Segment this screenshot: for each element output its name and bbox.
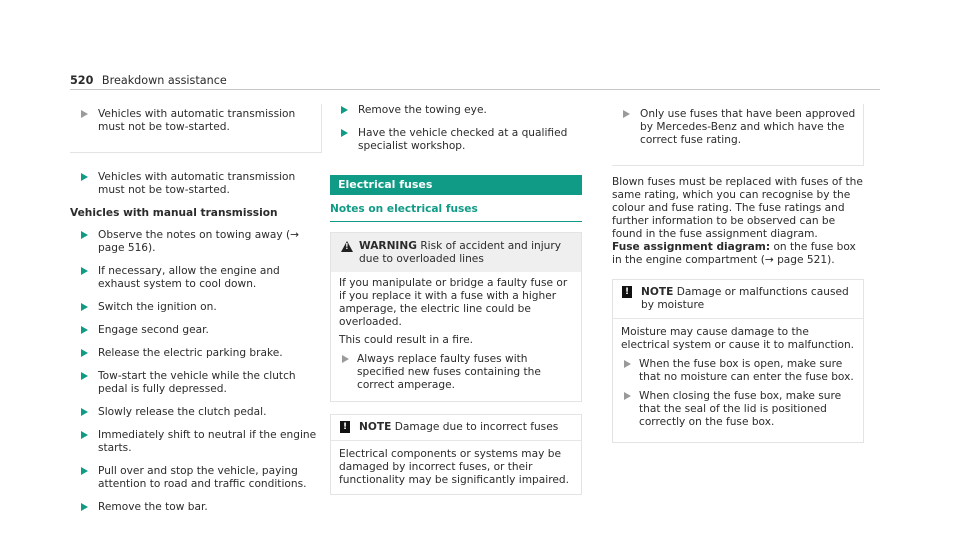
- note-box: [330, 414, 582, 495]
- info-box: [612, 104, 864, 166]
- arrow-icon: [341, 129, 348, 137]
- subsection-heading: Notes on electrical fuses: [330, 203, 582, 222]
- list-item-text: If necessary, allow the engine and exhaust system to cool down.: [98, 265, 280, 290]
- arrow-icon: [624, 392, 631, 400]
- list-item-text: Engage second gear.: [98, 324, 209, 336]
- arrow-icon: [341, 106, 348, 114]
- column-middle: [330, 104, 582, 495]
- note-title: Damage due to incorrect fuses: [394, 421, 559, 433]
- list-item: [621, 390, 855, 429]
- list-item: [70, 301, 322, 314]
- note-label: NOTE: [359, 421, 392, 433]
- list-item-text: Vehicles with automatic transmission must not be tow-started.: [98, 171, 296, 196]
- arrow-icon: [81, 503, 88, 511]
- list-item-text: Have the vehicle checked at a qualified specialist workshop.: [358, 127, 568, 152]
- arrow-icon: [623, 110, 630, 118]
- list-item: [612, 108, 863, 147]
- list-item-text: When the fuse box is open, make sure that no moisture can enter the fuse box.: [639, 358, 854, 383]
- list-item-text: Vehicles with automatic transmission must not be tow-started.: [98, 108, 296, 133]
- list-item: [70, 171, 322, 197]
- exclamation-icon: !: [340, 421, 350, 433]
- warning-body: [331, 272, 581, 401]
- list-item: [70, 429, 322, 455]
- list-item: [330, 104, 582, 117]
- list-item: [70, 229, 322, 255]
- arrow-icon: [81, 408, 88, 416]
- note-body: [331, 441, 581, 494]
- column-right: [612, 104, 864, 443]
- warning-box: [330, 232, 582, 402]
- list-item: [621, 358, 855, 384]
- list-item-text: Pull over and stop the vehicle, paying attention to road and traffic conditions.: [98, 465, 307, 490]
- warning-label: WARNING: [359, 240, 417, 252]
- note-body: [613, 319, 863, 442]
- list-item: [70, 347, 322, 360]
- arrow-icon: [81, 349, 88, 357]
- list-item: [70, 501, 322, 514]
- diagram-text: on the fuse box in the engine compartment (→ page 521).: [612, 241, 856, 266]
- column-left: [70, 104, 322, 524]
- arrow-icon: [81, 267, 88, 275]
- warning-header: [331, 233, 581, 272]
- arrow-icon: [81, 110, 88, 118]
- header-divider: [70, 89, 880, 90]
- list-item: [70, 324, 322, 337]
- arrow-icon: [624, 360, 631, 368]
- exclamation-icon: !: [622, 286, 632, 298]
- arrow-icon: [81, 303, 88, 311]
- info-box: [70, 104, 322, 153]
- note-paragraph: Moisture may cause damage to the electrical system or cause it to malfunction.: [621, 326, 855, 351]
- warning-icon: [341, 241, 353, 252]
- manual-transmission-heading: Vehicles with manual transmission: [70, 207, 278, 219]
- list-item: [70, 370, 322, 396]
- arrow-icon: [81, 372, 88, 380]
- arrow-icon: [81, 467, 88, 475]
- section-bar-electrical-fuses: Electrical fuses: [330, 175, 582, 195]
- list-item-text: Remove the tow bar.: [98, 501, 208, 513]
- arrow-icon: [81, 431, 88, 439]
- list-item-text: When closing the fuse box, make sure that the seal of the lid is positioned correctly on the fuse box.: [639, 390, 842, 428]
- arrow-icon: [81, 173, 88, 181]
- list-item: [339, 353, 573, 392]
- note-box: [612, 279, 864, 443]
- list-item: [70, 265, 322, 291]
- list-item-text: Slowly release the clutch pedal.: [98, 406, 267, 418]
- list-item-text: Always replace faulty fuses with specified new fuses containing the correct amperage.: [357, 353, 541, 391]
- warning-title: Risk of accident and injury due to overloaded lines: [359, 240, 562, 265]
- page-number: 520: [70, 74, 94, 87]
- list-item-text: Remove the towing eye.: [358, 104, 487, 116]
- list-item: [70, 406, 322, 419]
- note-header: [331, 415, 581, 441]
- list-item-text: Release the electric parking brake.: [98, 347, 283, 359]
- list-item: [70, 108, 321, 134]
- note-header: [613, 280, 863, 319]
- list-item-text: Tow-start the vehicle while the clutch pedal is fully depressed.: [98, 370, 296, 395]
- note-title: Damage or malfunctions caused by moisture: [641, 286, 849, 311]
- list-item-text: Immediately shift to neutral if the engine starts.: [98, 429, 317, 454]
- note-paragraph: Electrical components or systems may be damaged by incorrect fuses, or their functionality may be significantly impaired.: [339, 448, 569, 486]
- section-title: Breakdown assistance: [101, 74, 227, 87]
- paragraph: [612, 241, 864, 267]
- warning-paragraph: If you manipulate or bridge a faulty fuse or if you replace it with a fuse with a higher amperage, the electric line could be overloaded.: [339, 277, 568, 328]
- diagram-label: Fuse assignment diagram:: [612, 241, 771, 253]
- note-label: NOTE: [641, 286, 674, 298]
- paragraph: Blown fuses must be replaced with fuses of the same rating, which you can recognise by the colour and fuse rating. The fuse ratings and further information to be observed can be found in the fuse assignment diagram.: [612, 176, 863, 240]
- arrow-icon: [81, 231, 88, 239]
- page-header: [70, 74, 227, 87]
- arrow-icon: [81, 326, 88, 334]
- list-item-text: Only use fuses that have been approved by Mercedes-Benz and which have the correct fuse rating.: [640, 108, 856, 146]
- list-item-text: Observe the notes on towing away (→ page 516).: [98, 229, 300, 254]
- list-item: [70, 465, 322, 491]
- list-item-text: Switch the ignition on.: [98, 301, 217, 313]
- warning-paragraph: This could result in a fire.: [339, 334, 473, 346]
- arrow-icon: [342, 355, 349, 363]
- list-item: [330, 127, 582, 153]
